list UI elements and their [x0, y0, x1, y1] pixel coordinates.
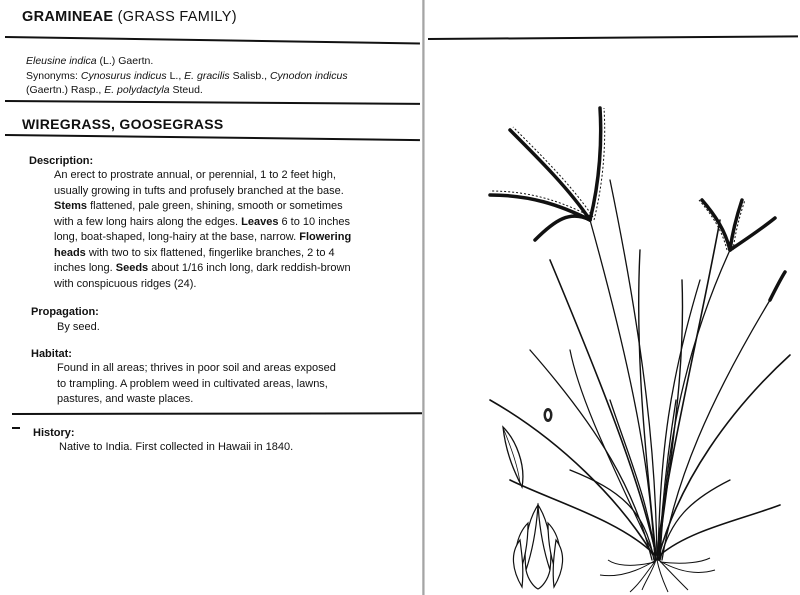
- authority: (L.) Gaertn.: [96, 55, 154, 67]
- description-label: Description:: [29, 155, 94, 167]
- description-text: An erect to prostrate annual, or perennial, 1 to 2 feet high, usually growing in tufts and profusely branched at the base. Stems flattened, pale green, shining, smooth or sometimes with a few long hairs along the edges. Leaves 6 to 10 inches long, boat-shaped, long-hairy at the base, narrow. Flowering heads with two to six flattened, fingerlike branches, 2 to 4 inches long. Seeds about 1/16 inch long, dark reddish-brown with conspicuous ridges (24).: [54, 169, 352, 290]
- family-common-name: (GRASS FAMILY): [117, 9, 237, 25]
- flower-spike: [510, 130, 590, 220]
- scientific-name: Eleusine indica: [26, 55, 97, 67]
- habitat-text: Found in all areas; thrives in poor soil and areas exposed to trampling. A problem weed in cultivated areas, lawns, pastures, and waste places.: [57, 362, 336, 405]
- scientific-name-block: Eleusine indica (L.) Gaertn. Synonyms: Cynosurus indicus L., E. gracilis Salisb., Cynodon indicus (Gaertn.) Rasp., E. polydactyla Steud.: [26, 55, 348, 96]
- detail-drawings: [498, 405, 568, 590]
- flower-spike: [770, 272, 785, 300]
- habitat-label: Habitat:: [31, 348, 72, 360]
- header-rule: [5, 36, 420, 45]
- history-text: Native to India. First collected in Hawaii in 1840.: [59, 441, 294, 453]
- habitat-rule: [12, 412, 422, 415]
- propagation-text: By seed.: [57, 321, 100, 333]
- synonyms-label: Synonyms:: [26, 69, 81, 82]
- propagation-label: Propagation:: [31, 306, 99, 318]
- common-names-heading: WIREGRASS, GOOSEGRASS: [22, 116, 224, 132]
- leaf: [657, 220, 720, 555]
- spikelet-detail: [513, 505, 562, 589]
- right-header-rule: [428, 35, 798, 40]
- names-rule: [5, 100, 420, 105]
- family-name: GRAMINEAE: [22, 9, 114, 25]
- flower-spike: [535, 216, 590, 240]
- family-heading: [22, 9, 237, 25]
- flower-spike: [590, 108, 601, 220]
- history-bracket: [12, 427, 20, 429]
- history-label: History:: [33, 427, 75, 439]
- common-names-rule: [5, 134, 420, 141]
- roots: [600, 558, 715, 592]
- leaf: [660, 505, 780, 555]
